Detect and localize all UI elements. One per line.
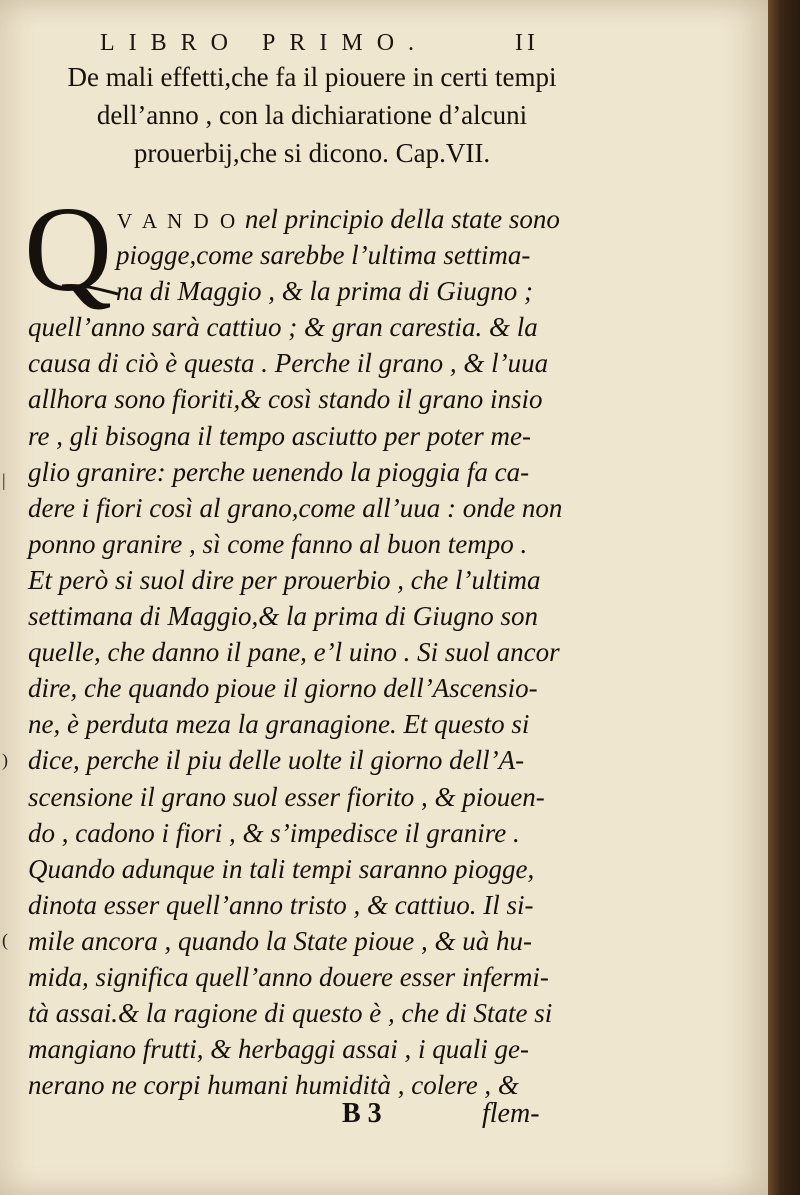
body-line: allhora sono fioriti,& così stando il grano insio <box>28 384 543 414</box>
running-head <box>0 30 768 60</box>
body-line: dere i fiori così al grano,come all’uua : onde non <box>28 493 563 523</box>
margin-mark: ) <box>2 750 8 770</box>
chapter-heading <box>22 58 602 172</box>
body-line: Quando adunque in tali tempi saranno piogge, <box>28 854 535 884</box>
body-line: ne, è perduta meza la granagione. Et questo si <box>28 709 530 739</box>
body-line: quell’anno sarà cattiuo ; & gran carestia. & la <box>28 312 538 342</box>
body-line: Et però si suol dire per prouerbio , che l’ultima <box>28 565 541 595</box>
incipit-rest: nel principio della state sono <box>238 204 560 234</box>
body-line: dice, perche il piu delle uolte il giorno dell’A- <box>28 745 525 775</box>
chapter-heading-line: prouerbij,che si dicono. Cap.VII. <box>133 138 491 168</box>
drop-cap-tail-icon <box>60 280 120 298</box>
signature-mark: B 3 <box>342 1098 382 1129</box>
body-line: dinota esser quell’anno tristo , & cattiuo. Il si- <box>28 890 534 920</box>
body-line: settimana di Maggio,& la prima di Giugno son <box>28 601 539 631</box>
body-line: scensione il grano suol esser fiorito , & piouen- <box>28 782 545 812</box>
body-line: nerano ne corpi humani humidità , colere , & <box>28 1070 519 1100</box>
body-line: mile ancora , quando la State pioue , & uà hu- <box>28 926 532 956</box>
body-line: tà assai.& la ragione di questo è , che di State si <box>28 998 553 1028</box>
body-line: ponno granire , sì come fanno al buon tempo . <box>28 529 528 559</box>
incipit-smallcaps: V A N D O <box>117 209 239 233</box>
body-line-first <box>117 202 560 236</box>
running-head-title: LIBRO PRIMO. <box>100 30 429 56</box>
margin-mark: | <box>2 470 6 490</box>
body-line: mangiano frutti, & herbaggi assai , i quali ge- <box>28 1034 530 1064</box>
chapter-heading-line: De mali effetti,che fa il piouere in certi tempi <box>67 62 557 92</box>
body-line: quelle, che danno il pane, e’l uino . Si suol ancor <box>28 637 560 667</box>
body-line: mida, significa quell’anno douere esser infermi- <box>28 962 549 992</box>
body-line: na di Maggio , & la prima di Giugno ; <box>116 276 533 306</box>
body-line: do , cadono i fiori , & s’impedisce il granire . <box>28 818 520 848</box>
body-line: dire, che quando pioue il giorno dell’Ascensio- <box>28 673 538 703</box>
body-line: glio granire: perche uenendo la pioggia fa ca- <box>28 457 530 487</box>
folio-number: II <box>515 30 539 56</box>
body-line: piogge,come sarebbe l’ultima settima- <box>116 240 531 270</box>
body-line: causa di ciò è questa . Perche il grano , & l’uua <box>28 348 549 378</box>
drop-cap: Q <box>24 182 113 317</box>
body-line: re , gli bisogna il tempo asciutto per poter me- <box>28 421 531 451</box>
page-foot <box>0 1098 768 1134</box>
margin-mark: ( <box>2 930 8 950</box>
catchword: flem- <box>482 1098 540 1129</box>
chapter-heading-line: dell’anno , con la dichiaratione d’alcuni <box>96 100 528 130</box>
book-spine-edge <box>768 0 800 1195</box>
